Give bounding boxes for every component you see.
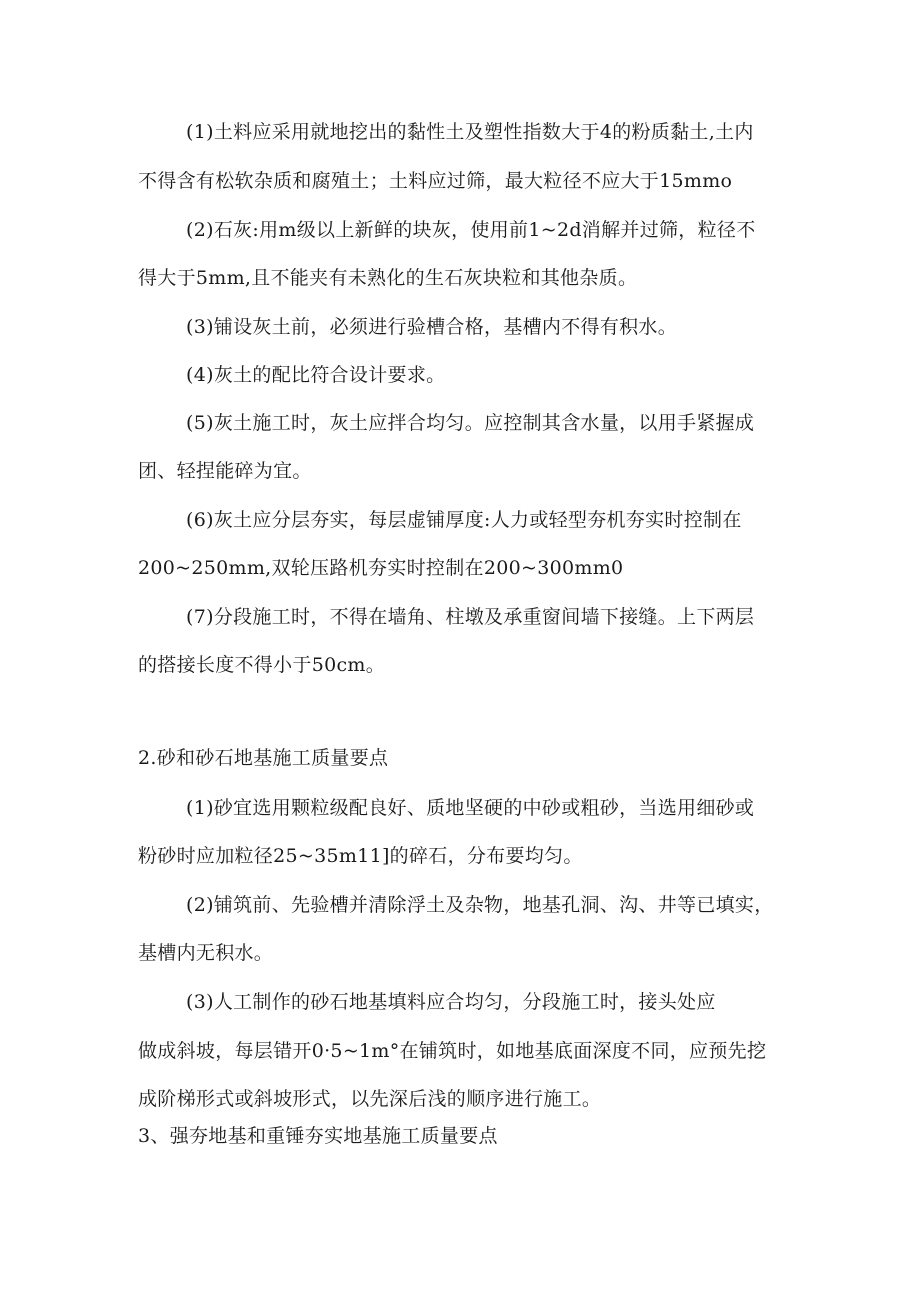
paragraph-line: (1)土料应采用就地挖出的黏性土及塑性指数大于4的粉质黏土,土内 bbox=[186, 121, 754, 143]
section-heading: 2.砂和砂石地基施工质量要点 bbox=[138, 747, 389, 769]
paragraph-line: (2)石灰:用m级以上新鲜的块灰，使用前1~2d消解并过筛，粒径不 bbox=[186, 219, 756, 241]
paragraph-line: (2)铺筑前、先验槽并清除浮土及杂物，地基孔洞、沟、井等已填实， bbox=[186, 894, 774, 916]
section-heading: 3、强夯地基和重锤夯实地基施工质量要点 bbox=[138, 1125, 498, 1147]
paragraph-line: 不得含有松软杂质和腐殖土；土料应过筛，最大粒径不应大于15mmo bbox=[138, 170, 733, 192]
paragraph-line: 团、轻捏能碎为宜。 bbox=[138, 460, 312, 482]
paragraph-line: (5)灰土施工时，灰土应拌合均匀。应控制其含水量，以用手紧握成 bbox=[186, 412, 755, 434]
paragraph-line: 粉砂时应加粒径25~35m11]的碎石，分布要均匀。 bbox=[138, 845, 583, 867]
paragraph-line: (1)砂宜选用颗粒级配良好、质地坚硬的中砂或粗砂，当选用细砂或 bbox=[186, 797, 755, 819]
paragraph-line: 200~250mm,双轮压路机夯实时控制在200~300mm0 bbox=[138, 557, 624, 579]
paragraph-line: 基槽内无积水。 bbox=[138, 942, 274, 964]
paragraph-line: 做成斜坡，每层错开0·5~1m°在铺筑时，如地基底面深度不同，应预先挖 bbox=[138, 1040, 767, 1062]
paragraph-line: (7)分段施工时，不得在墙角、柱墩及承重窗间墙下接缝。上下两层 bbox=[186, 606, 755, 628]
paragraph-line: (6)灰土应分层夯实，每层虚铺厚度:人力或轻型夯机夯实时控制在 bbox=[186, 509, 742, 531]
paragraph-line: 得大于5mm,且不能夹有未熟化的生石灰块粒和其他杂质。 bbox=[138, 267, 638, 289]
paragraph-line: (3)人工制作的砂石地基填料应合均匀，分段施工时，接头处应 bbox=[186, 991, 716, 1013]
paragraph-line: 的搭接长度不得小于50cm。 bbox=[138, 654, 386, 676]
paragraph-line: (3)铺设灰土前，必须进行验槽合格，基槽内不得有积水。 bbox=[186, 316, 678, 338]
paragraph-line: 成阶梯形式或斜坡形式，以先深后浅的顺序进行施工。 bbox=[138, 1088, 602, 1110]
paragraph-line: (4)灰土的配比符合设计要求。 bbox=[186, 364, 446, 386]
